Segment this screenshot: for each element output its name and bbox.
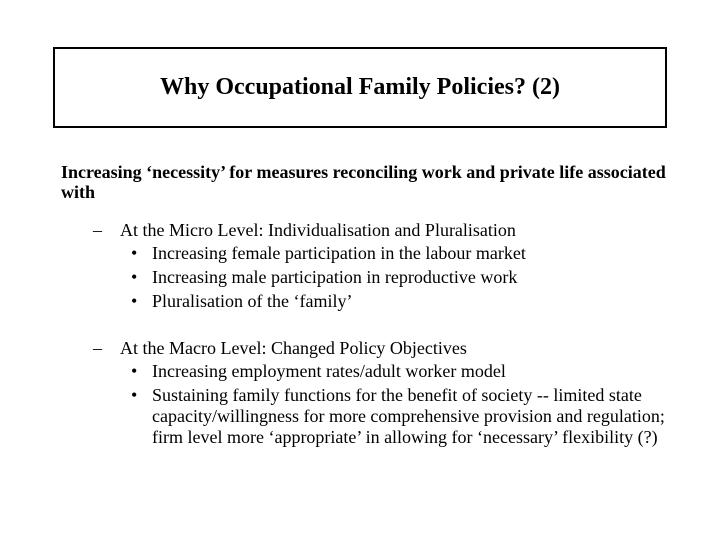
bullet-text: Sustaining family functions for the benefit of society -- limited state capacity/willingness for more comprehensive provision and regulation; firm level more ‘appropriate’ in allowing for ‘necessary’ flexibility (?) — [152, 385, 665, 447]
section-heading-text: At the Macro Level: Changed Policy Objectives — [120, 338, 467, 358]
bullet-dot: • — [131, 385, 138, 405]
bullet-dot: • — [131, 243, 138, 263]
dash-bullet: – — [93, 338, 102, 358]
title-box — [53, 47, 667, 128]
bullet-list — [0, 361, 720, 448]
bullet-dot: • — [131, 361, 138, 381]
bullet-dot: • — [131, 267, 138, 287]
dash-bullet: – — [93, 220, 102, 240]
intro-text: Increasing ‘necessity’ for measures reconciling work and private life associated with — [61, 162, 666, 202]
section-micro-level — [0, 220, 720, 312]
bullet-list — [0, 243, 720, 312]
bullet-item — [0, 243, 720, 264]
bullet-item — [0, 361, 720, 382]
bullet-item — [0, 291, 720, 312]
bullet-item — [0, 267, 720, 288]
section-heading — [0, 220, 720, 240]
bullet-text: Pluralisation of the ‘family’ — [152, 291, 353, 311]
section-heading-text: At the Micro Level: Individualisation and Pluralisation — [120, 220, 516, 240]
section-macro-level — [0, 338, 720, 448]
bullet-text: Increasing employment rates/adult worker model — [152, 361, 506, 381]
bullet-text: Increasing male participation in reproductive work — [152, 267, 518, 287]
bullet-item — [0, 385, 720, 448]
bullet-text: Increasing female participation in the labour market — [152, 243, 526, 263]
section-heading — [0, 338, 720, 358]
bullet-dot: • — [131, 291, 138, 311]
slide-title: Why Occupational Family Policies? (2) — [160, 74, 560, 100]
